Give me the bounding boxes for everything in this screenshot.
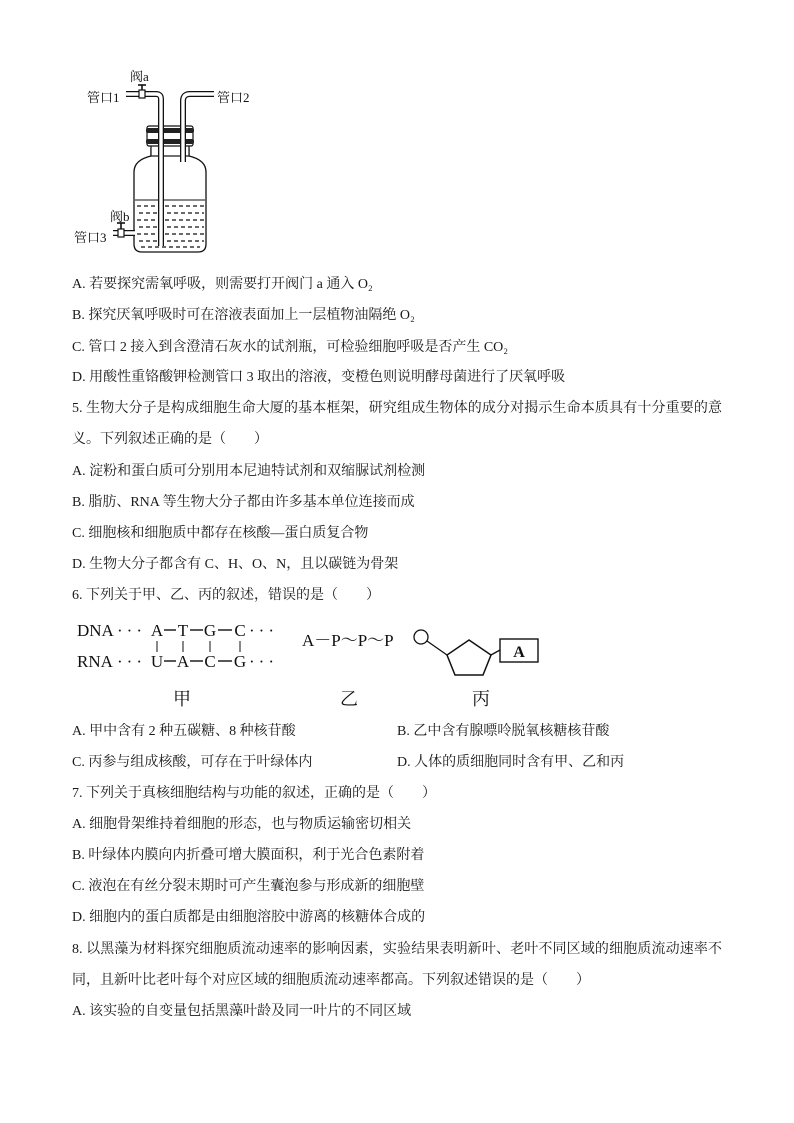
q6-stem: 6. 下列关于甲、乙、丙的叙述，错误的是（ ）: [72, 588, 380, 603]
valve-a-icon: [138, 85, 146, 98]
caption-yi: 乙: [340, 689, 358, 709]
q6-option-a: A. 甲中含有 2 种五碳糖、8 种核苷酸: [72, 724, 296, 739]
q5-option-d: D. 生物大分子都含有 C、H、O、N，且以碳链为骨架: [72, 557, 399, 572]
label-port-1: 管口1: [87, 90, 120, 105]
long-pipe-port-1: [126, 94, 161, 246]
dna-base-4: C: [234, 621, 246, 640]
q4-option-b: B. 探究厌氧呼吸时可在溶液表面加上一层植物油隔绝 O₂: [72, 308, 415, 323]
rna-base-3: C: [204, 652, 216, 671]
q6-option-d: D. 人体的质细胞同时含有甲、乙和丙: [397, 755, 625, 770]
rna-label: RNA: [77, 652, 113, 671]
liquid: [135, 200, 205, 247]
caption-bing: 丙: [472, 689, 490, 709]
dna-label: DNA: [77, 621, 114, 640]
nucleotide-structure: [414, 630, 538, 675]
valve-b-icon: [117, 223, 125, 237]
fermentation-apparatus-diagram: [70, 62, 270, 257]
q5-option-b: B. 脂肪、RNA 等生物大分子都由许多基本单位连接而成: [72, 495, 415, 510]
base-pair-bonds: [157, 641, 240, 652]
q8-stem-line-2: 同，且新叶比老叶每个对应区域的细胞质流动速率都高。下列叙述错误的是（ ）: [72, 973, 590, 988]
label-port-2: 管口2: [217, 90, 250, 105]
rna-strand: [77, 652, 278, 671]
label-valve-b: 阀b: [110, 209, 130, 224]
caption-jia: 甲: [173, 689, 191, 709]
q8-stem-line-1: 8. 以黑藻为材料探究细胞质流动速率的影响因素，实验结果表明新叶、老叶不同区域的细胞质流动速率不: [72, 942, 722, 957]
q4-option-d: D. 用酸性重铬酸钾检测管口 3 取出的溶液，变橙色则说明酵母菌进行了厌氧呼吸: [72, 370, 566, 385]
pentose-ring-icon: [447, 640, 491, 675]
label-valve-a: 阀a: [130, 69, 149, 84]
dna-ellipsis-right: ···: [249, 621, 278, 640]
q7-option-d: D. 细胞内的蛋白质都是由细胞溶胶中游离的核糖体合成的: [72, 910, 426, 925]
rna-base-4: G: [233, 652, 247, 671]
q5-option-a: A. 淀粉和蛋白质可分别用本尼迪特试剂和双缩脲试剂检测: [72, 464, 426, 479]
atp-formula: A－P～P～P: [302, 631, 394, 650]
rna-base-2: A: [176, 652, 190, 671]
q7-stem: 7. 下列关于真核细胞结构与功能的叙述，正确的是（ ）: [72, 786, 436, 801]
q4-option-c: C. 管口 2 接入到含澄清石灰水的试剂瓶，可检验细胞呼吸是否产生 CO₂: [72, 340, 509, 355]
dna-base-2: T: [177, 621, 189, 640]
q6-option-c: C. 丙参与组成核酸，可存在于叶绿体内: [72, 755, 313, 770]
dna-strand: [77, 621, 278, 640]
dna-base-1: A: [150, 621, 164, 640]
base-bond: [491, 650, 500, 655]
phosphate-bond: [427, 641, 447, 655]
q5-stem-line-2: 义。下列叙述正确的是（ ）: [72, 432, 268, 447]
base-box-letter: A: [513, 644, 525, 661]
dna-base-3: G: [203, 621, 217, 640]
q5-option-c: C. 细胞核和细胞质中都存在核酸—蛋白质复合物: [72, 526, 369, 541]
rna-ellipsis-right: ···: [249, 652, 278, 671]
q6-option-b: B. 乙中含有腺嘌呤脱氧核糖核苷酸: [397, 724, 610, 739]
rna-base-1: U: [150, 652, 164, 671]
dna-ellipsis-left: ···: [117, 621, 146, 640]
label-port-3: 管口3: [74, 230, 107, 245]
q7-option-c: C. 液泡在有丝分裂末期时可产生囊泡参与形成新的细胞壁: [72, 879, 425, 894]
rubber-stopper: [146, 126, 194, 156]
rna-ellipsis-left: ···: [117, 652, 146, 671]
q7-option-b: B. 叶绿体内膜向内折叠可增大膜面积，利于光合色素附着: [72, 848, 425, 863]
q8-option-a: A. 该实验的自变量包括黑藻叶龄及同一叶片的不同区域: [72, 1004, 412, 1019]
q7-option-a: A. 细胞骨架维持着细胞的形态，也与物质运输密切相关: [72, 817, 412, 832]
q5-stem-line-1: 5. 生物大分子是构成细胞生命大厦的基本框架，研究组成生物体的成分对揭示生命本质具有十分重要的意: [72, 401, 722, 416]
q6-figure: [70, 612, 560, 712]
phosphate-icon: [414, 630, 428, 644]
q4-option-a: A. 若要探究需氧呼吸，则需要打开阀门 a 通入 O₂: [72, 277, 373, 292]
